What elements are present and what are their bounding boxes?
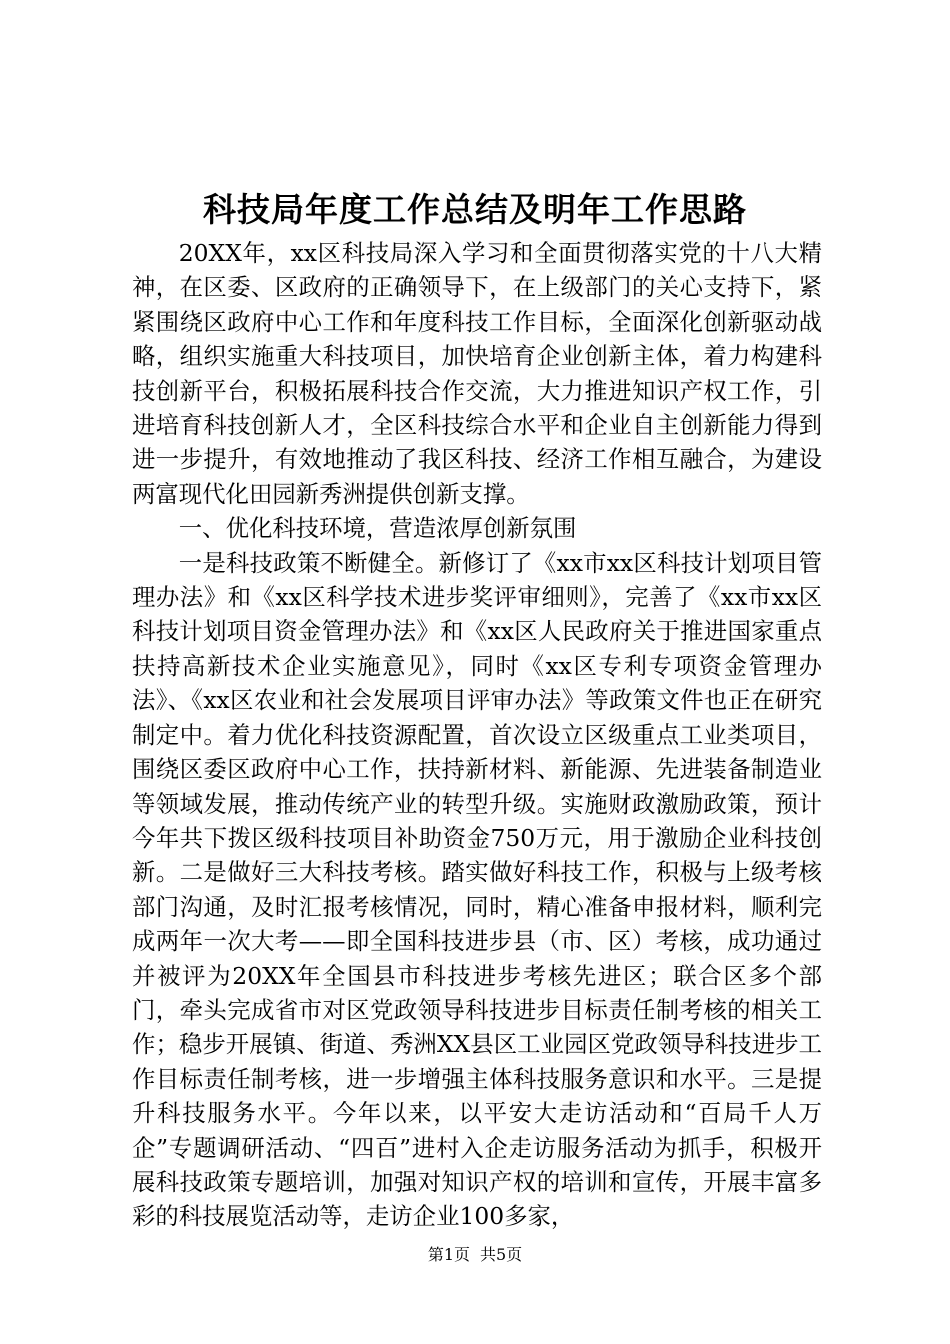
- paragraph-intro: 20XX年，xx区科技局深入学习和全面贯彻落实党的十八大精神，在区委、区政府的正确领导下，在上级部门的关心支持下，紧紧围绕区政府中心工作和年度科技工作目标，全面深化创新驱动战略，组织实施重大科技项目，加快培育企业创新主体，着力构建科技创新平台，积极拓展科技合作交流，大力推进知识产权工作，引进培育科技创新人才，全区科技综合水平和企业自主创新能力得到进一步提升，有效地推动了我区科技、经济工作相互融合，为建设两富现代化田园新秀洲提供创新支撑。: [132, 239, 822, 508]
- page-footer: [0, 1244, 950, 1266]
- paragraph-section-1: 一是科技政策不断健全。新修订了《xx市xx区科技计划项目管理办法》和《xx区科学技术进步奖评审细则》，完善了《xx市xx区科技计划项目资金管理办法》和《xx区人民政府关于推进国家重点扶持高新技术企业实施意见》，同时《xx区专利专项资金管理办法》、《xx区农业和社会发展项目评审办法》等政策文件也正在研究制定中。着力优化科技资源配置，首次设立区级重点工业类项目，围绕区委区政府中心工作，扶持新材料、新能源、先进装备制造业等领域发展，推动传统产业的转型升级。实施财政激励政策，预计今年共下拨区级科技项目补助资金750万元，用于激励企业科技创新。二是做好三大科技考核。踏实做好科技工作，积极与上级考核部门沟通，及时汇报考核情况，同时，精心准备申报材料，顺利完成两年一次大考——即全国科技进步县（市、区）考核，成功通过并被评为20XX年全国县市科技进步考核先进区；联合区多个部门，牵头完成省市对区党政领导科技进步目标责任制考核的相关工作；稳步开展镇、街道、秀洲XX县区工业园区党政领导科技进步工作目标责任制考核，进一步增强主体科技服务意识和水平。三是提升科技服务水平。今年以来，以平安大走访活动和“百局千人万企”专题调研活动、“四百”进村入企走访服务活动为抓手，积极开展科技政策专题培训，加强对知识产权的培训和宣传，开展丰富多彩的科技展览活动等，走访企业100多家，: [132, 548, 822, 1231]
- page-total: 共5页: [480, 1245, 523, 1264]
- document-body: [132, 236, 822, 1234]
- section-heading: 一、优化科技环境，营造浓厚创新氛围: [178, 514, 577, 543]
- document-title: 科技局年度工作总结及明年工作思路: [203, 190, 747, 229]
- page-number: 第1页: [427, 1245, 470, 1264]
